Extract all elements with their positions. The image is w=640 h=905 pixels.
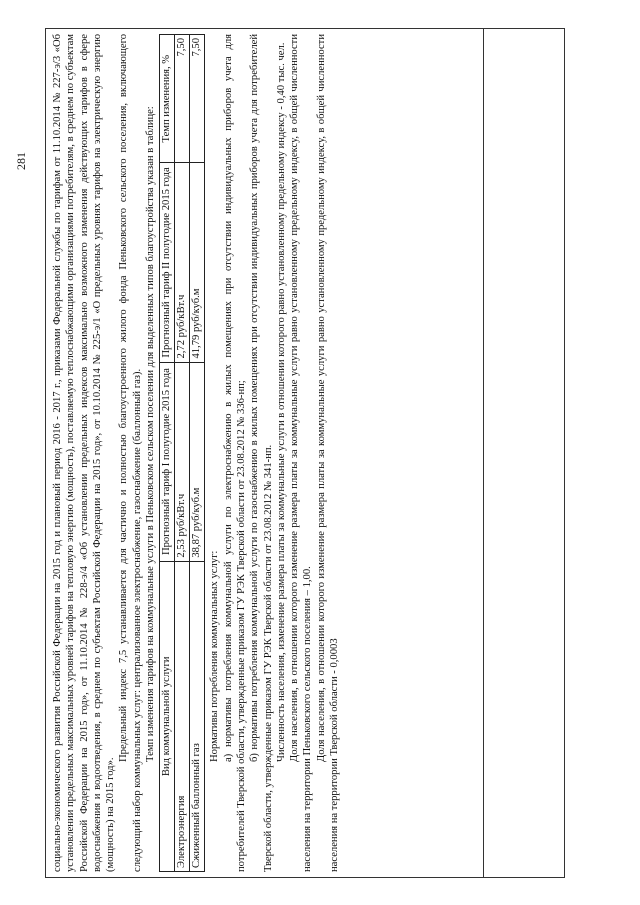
paragraph: Предельный индекс 7,5 устанавливается для частично и полностью благоустроенного жилого фонда Пеньковского сельского поселения, включающего следующий набор коммунальных услуг: централизованное электроснабжение, газоснабжение (баллонный газ). <box>118 34 143 872</box>
frame-bottom-rule <box>564 28 565 878</box>
table-cell: 2,72 руб/кВт.ч <box>175 163 190 362</box>
table-header-cell: Прогнозный тариф I полугодие 2015 года <box>160 362 175 561</box>
page-number: 281 <box>14 152 28 170</box>
table-cell: 7,50 <box>190 35 205 163</box>
table-header-cell: Прогнозный тариф II полугодие 2015 года <box>160 163 175 362</box>
rotated-page-content <box>45 28 565 878</box>
table-cell: Сжиженный баллонный газ <box>190 561 205 871</box>
paragraph: Темп изменения тарифов на коммунальные услуги в Пеньковском сельском поселении для выделенных типов благоустройства указан в таблице: <box>145 106 157 762</box>
frame-left-rule <box>45 877 565 878</box>
paragraph: а) нормативы потребления коммунальной услуги по электроснабжению в жилых помещениях при отсутствии индивидуальных приборов учета для потребителей Тверской области, утвержденные приказом ГУ РЭК Тверской области от 23.08.2012 № 336-нп; <box>222 34 247 872</box>
frame-right-rule <box>45 28 565 29</box>
table-header-row <box>160 35 175 872</box>
table-cell: 7,50 <box>175 35 190 163</box>
paragraph: Численность населения, изменение размера платы за коммунальные услуги в отношении которого равно установленному предельному индексу - 0,40 тыс. чел. <box>275 42 287 762</box>
paragraph: Доля населения, в отношении которого изменение размера платы за коммунальные услуги равно установленному предельному индексу, в общей численности населения на территории Пеньковского сельского поселения – 1,00. <box>289 34 314 872</box>
table-header-cell: Вид коммунальной услуги <box>160 561 175 871</box>
frame-top-rule <box>45 28 46 878</box>
table-cell: 41,79 руб/куб.м <box>190 163 205 362</box>
table-row <box>175 35 190 872</box>
frame-divider-rule <box>483 28 484 878</box>
paragraph: социально-экономического развития Российской Федерации на 2015 год и плановый период 2016 - 2017 г., приказами Федеральной службы по тарифам от 11.10.2014 № 227-э/3 «Об установлении предельных максимальных уровней тарифов на тепловую энергию (мощность), поставляемую теплоснабжающими организациями потребителям, в среднем по субъектам Российской Федерации на 2015 год», от 11.10.2014 № 228-э/4 «Об установлении предельных индексов максимально возможного изменения действующих тарифов в сфере водоснабжения и водоотведения, в среднем по субъектам Российской Федерации на 2015 год», от 10.10.2014 № 225-э/1 «О предельных уровнях тарифов на электрическую энергию (мощность) на 2015 год». <box>52 34 117 872</box>
table-cell: 2,53 руб/кВт.ч <box>175 362 190 561</box>
paragraph: б) нормативы потребления коммунальной услуги по газоснабжению в жилых помещениях при отсутствии индивидуальных приборов учета для потребителей Тверской области, утвержденные приказом ГУ РЭК Тверской области от 23.08.2012 № 341-нп. <box>249 34 274 872</box>
table-header-cell: Темп изменения, % <box>160 35 175 163</box>
tariff-table <box>159 34 205 872</box>
table-row <box>190 35 205 872</box>
paragraph: Нормативы потребления коммунальных услуг: <box>209 550 221 762</box>
table-cell: Электроэнергия <box>175 561 190 871</box>
document-body <box>51 34 341 872</box>
paragraph: Доля населения, в отношении которого изменение размера платы за коммунальные услуги равно установленному предельному индексу, в общей численности населения на территории Тверской области - 0,0003 <box>315 34 341 872</box>
table-cell: 38,87 руб/куб.м <box>190 362 205 561</box>
